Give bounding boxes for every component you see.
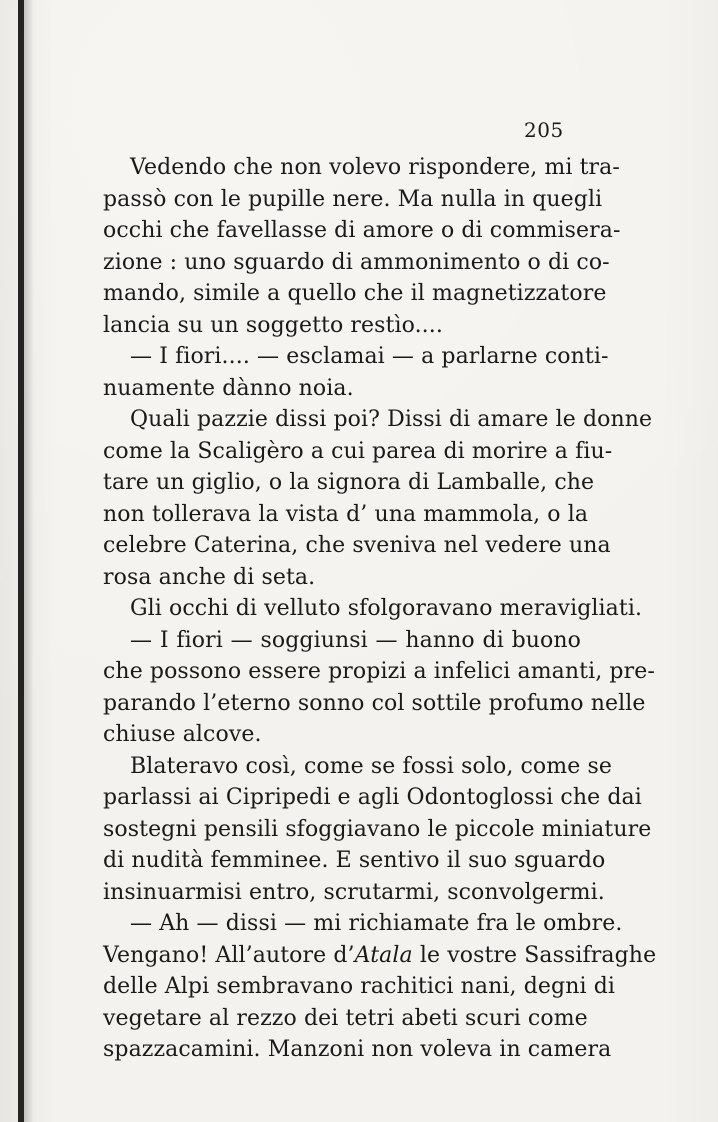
text-line: di nudità femminee. E sentivo il suo sguardo: [103, 848, 606, 873]
body-text: [103, 152, 657, 1066]
text-line: rosa anche di seta.: [103, 564, 316, 590]
text-line: delle Alpi sembravano rachitici nani, degni di: [103, 974, 616, 999]
text-line: Gli occhi di velluto sfolgoravano meravigliati.: [130, 596, 643, 621]
text-line: sostegni pensili sfoggiavano le piccole miniature: [103, 816, 652, 842]
text-fragment: Vengano! All’autore d’: [103, 942, 355, 968]
text-line: non tollerava la vista d’ una mammola, o la: [103, 501, 589, 527]
text-line: celebre Caterina, che sveniva nel vedere una: [103, 533, 611, 558]
text-line-with-italic: [103, 940, 657, 972]
text-line: — I fiori.... — esclamai — a parlarne conti-: [130, 344, 609, 369]
text-line: occhi che favellasse di amore o di commisera-: [103, 218, 621, 243]
italic-title: Atala: [354, 942, 413, 968]
text-line: come la Scaligèro a cui parea di morire a fiu-: [103, 438, 613, 464]
text-line: — I fiori — soggiunsi — hanno di buono: [130, 627, 581, 653]
text-line: insinuarmisi entro, scrutarmi, sconvolgermi.: [103, 879, 605, 905]
text-line: tare un giglio, o la signora di Lamballe, che: [103, 470, 595, 495]
text-line: che possono essere propizi a infelici amanti, pre-: [103, 659, 655, 684]
text-fragment: le vostre Sassifraghe: [412, 942, 657, 968]
text-line: Blateravo così, come se fossi solo, come se: [130, 753, 612, 779]
text-line: Vedendo che non volevo rispondere, mi tra-: [130, 155, 620, 180]
text-line: passò con le pupille nere. Ma nulla in quegli: [103, 186, 603, 212]
page-number: 205: [524, 118, 564, 142]
text-line: lancia su un soggetto restìo....: [103, 312, 443, 338]
text-line: — Ah — dissi — mi richiamate fra le ombre.: [130, 911, 623, 936]
text-line: mando, simile a quello che il magnetizzatore: [103, 281, 607, 306]
text-line: Quali pazzie dissi poi? Dissi di amare le donne: [130, 407, 653, 432]
text-line: parlassi ai Cipripedi e agli Odontoglossi che dai: [103, 785, 642, 810]
text-line: zione : uno sguardo di ammonimento o di co-: [103, 249, 610, 275]
text-line: nuamente dànno noia.: [103, 375, 354, 401]
text-line: spazzacamini. Manzoni non voleva in camera: [103, 1037, 612, 1062]
text-line: parando l’eterno sonno col sottile profumo nelle: [103, 690, 646, 716]
page-binding-shadow: [24, 0, 34, 1122]
text-line: chiuse alcove.: [103, 722, 262, 747]
text-line: vegetare al rezzo dei tetri abeti scuri come: [103, 1005, 588, 1031]
